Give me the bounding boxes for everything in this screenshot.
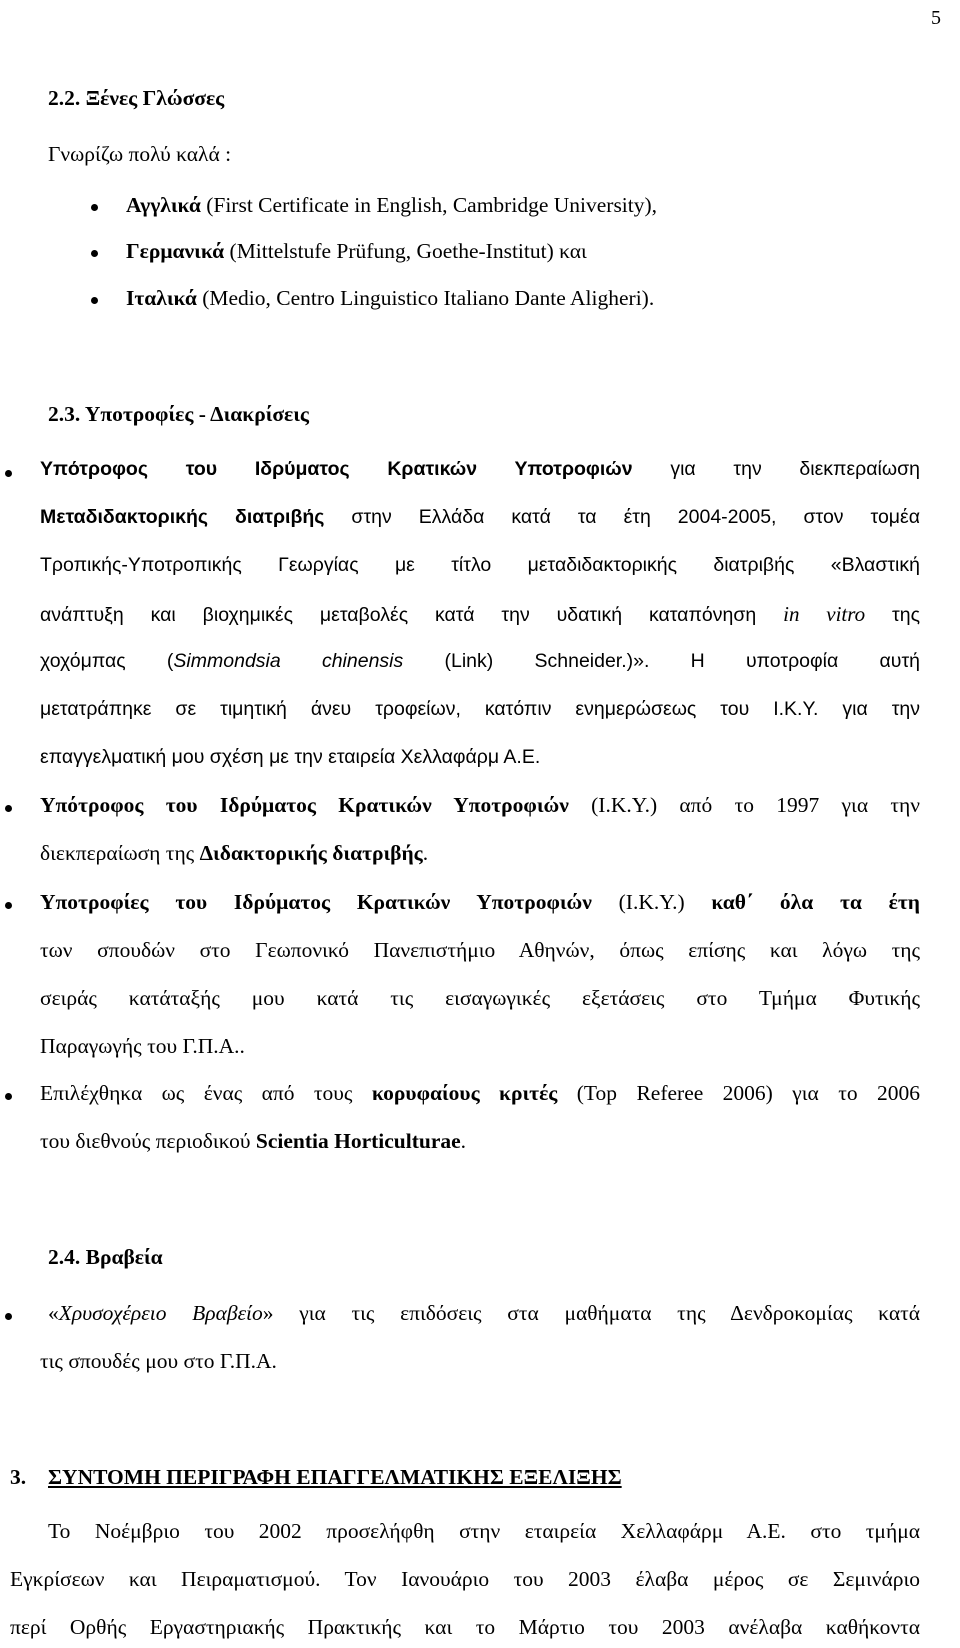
- language-item-english: [126, 195, 657, 217]
- text: .: [460, 1129, 467, 1153]
- scholarship-title: Υπότροφος του Ιδρύματος Κρατικών Υποτροφιών: [40, 458, 633, 480]
- distinction-line-2: [40, 1131, 466, 1153]
- species-name: Simmondsia chinensis: [173, 650, 404, 672]
- emphasis: κορυφαίους κριτές: [371, 1081, 558, 1105]
- text: (Top Referee 2006) για το 2006: [557, 1081, 920, 1105]
- career-line-2: Εγκρίσεων και Πειραματισμού. Τον Ιανουάριο του 2003 έλαβα μέρος σε Σεμινάριο: [10, 1567, 920, 1591]
- scholarship-2-line-1: [40, 795, 920, 817]
- text: (Ι.Κ.Υ.) από το 1997 για την: [568, 793, 920, 817]
- scholarship-1-line-2: [40, 508, 920, 528]
- award-line-1: [48, 1303, 920, 1325]
- italic-text: in vitro: [783, 602, 866, 626]
- text: Επιλέχθηκα ως ένας από τους: [40, 1081, 372, 1105]
- bullet: [91, 204, 98, 211]
- language-detail: (Mittelstufe Prüfung, Goethe-Institut) και: [224, 239, 587, 263]
- award-line-2: τις σπουδές μου στο Γ.Π.Α.: [40, 1349, 277, 1373]
- bullet: [5, 1313, 12, 1320]
- text: (Link) Schneider.)». Η υποτροφία αυτή: [403, 650, 920, 672]
- scholarship-title: Υποτροφίες του Ιδρύματος Κρατικών Υποτροφιών: [40, 890, 592, 914]
- language-item-italian: [126, 288, 654, 310]
- language-name: Αγγλικά: [126, 193, 201, 217]
- section-number: 3.: [10, 1465, 27, 1489]
- language-detail: (First Certificate in English, Cambridge University),: [200, 193, 658, 217]
- text: για την διεκπεραίωση: [632, 458, 920, 480]
- scholarship-2-line-2: [40, 843, 428, 865]
- text: .: [422, 841, 429, 865]
- scholarship-3-line-2: των σπουδών στο Γεωπονικό Πανεπιστήμιο Αθηνών, όπως επίσης και λόγω της: [40, 938, 920, 962]
- scholarship-title: Υπότροφος του Ιδρύματος Κρατικών Υποτροφιών: [40, 793, 569, 817]
- languages-intro: Γνωρίζω πολύ καλά :: [48, 142, 232, 166]
- scholarship-3-line-3: σειράς κατάταξής μου κατά τις εισαγωγικές εξετάσεις στο Τμήμα Φυτικής: [40, 986, 920, 1010]
- scholarship-1-line-5: [40, 652, 920, 672]
- thesis-type: Διδακτορικής διατριβής: [199, 841, 423, 865]
- section-heading-awards: 2.4. Βραβεία: [48, 1245, 163, 1269]
- text: ανάπτυξη και βιοχημικές μεταβολές κατά την υδατική καταπόνηση: [40, 604, 784, 626]
- career-line-3: περί Ορθής Εργαστηριακής Πρακτικής και το Μάρτιο του 2003 ανέλαβα καθήκοντα: [10, 1615, 920, 1639]
- award-name: Χρυσοχέρειο Βραβείο: [58, 1301, 263, 1325]
- scholarship-3-line-4: Παραγωγής του Γ.Π.Α..: [40, 1034, 245, 1058]
- emphasis: καθ΄ όλα τα έτη: [711, 890, 920, 914]
- bullet: [5, 1093, 12, 1100]
- text: στην Ελλάδα κατά τα έτη 2004-2005, στον τομέα: [324, 506, 921, 528]
- text: διεκπεραίωση της: [40, 841, 200, 865]
- scholarship-3-line-1: [40, 892, 920, 914]
- scholarship-1-line-1: [40, 460, 920, 480]
- text: του διεθνούς περιοδικού: [40, 1129, 256, 1153]
- language-name: Ιταλικά: [126, 286, 197, 310]
- section-heading-scholarships: 2.3. Υποτροφίες - Διακρίσεις: [48, 402, 309, 426]
- text: «: [48, 1301, 59, 1325]
- language-item-german: [126, 241, 587, 263]
- scholarship-1-line-3: Τροπικής-Υποτροπικής Γεωργίας με τίτλο μεταδιδακτορικής διατριβής «Βλαστική: [40, 554, 920, 576]
- scholarship-1-line-4: [40, 604, 920, 626]
- journal-name: Scientia Horticulturae: [255, 1129, 461, 1153]
- scholarship-1-line-7: επαγγελματική μου σχέση με την εταιρεία Χελλαφάρμ Α.Ε.: [40, 746, 541, 768]
- section-heading-languages: 2.2. Ξένες Γλώσσες: [48, 86, 225, 110]
- career-line-1: Το Νοέμβριο του 2002 προσελήφθη στην εταιρεία Χελλαφάρμ Α.Ε. στο τμήμα: [48, 1519, 920, 1543]
- bullet: [91, 250, 98, 257]
- language-detail: (Medio, Centro Linguistico Italiano Dante Aligheri).: [196, 286, 655, 310]
- bullet: [5, 470, 12, 477]
- distinction-line-1: [40, 1083, 920, 1105]
- text: της: [865, 604, 921, 626]
- text: χοχόμπας (: [40, 650, 174, 672]
- text: » για τις επιδόσεις στα μαθήματα της Δενδροκομίας κατά: [262, 1301, 920, 1325]
- bullet: [5, 805, 12, 812]
- page-number: 5: [931, 7, 941, 29]
- scholarship-1-line-6: μετατράπηκε σε τιμητική άνευ τροφείων, κατόπιν ενημερώσεως του Ι.Κ.Υ. για την: [40, 698, 920, 720]
- text: (Ι.Κ.Υ.): [591, 890, 712, 914]
- section-heading-career: ΣΥΝΤΟΜΗ ΠΕΡΙΓΡΑΦΗ ΕΠΑΓΓΕΛΜΑΤΙΚΗΣ ΕΞΕΛΙΞΗΣ: [48, 1465, 622, 1489]
- language-name: Γερμανικά: [126, 239, 225, 263]
- bullet: [5, 902, 12, 909]
- thesis-type: Μεταδιδακτορικής διατριβής: [40, 506, 325, 528]
- bullet: [91, 297, 98, 304]
